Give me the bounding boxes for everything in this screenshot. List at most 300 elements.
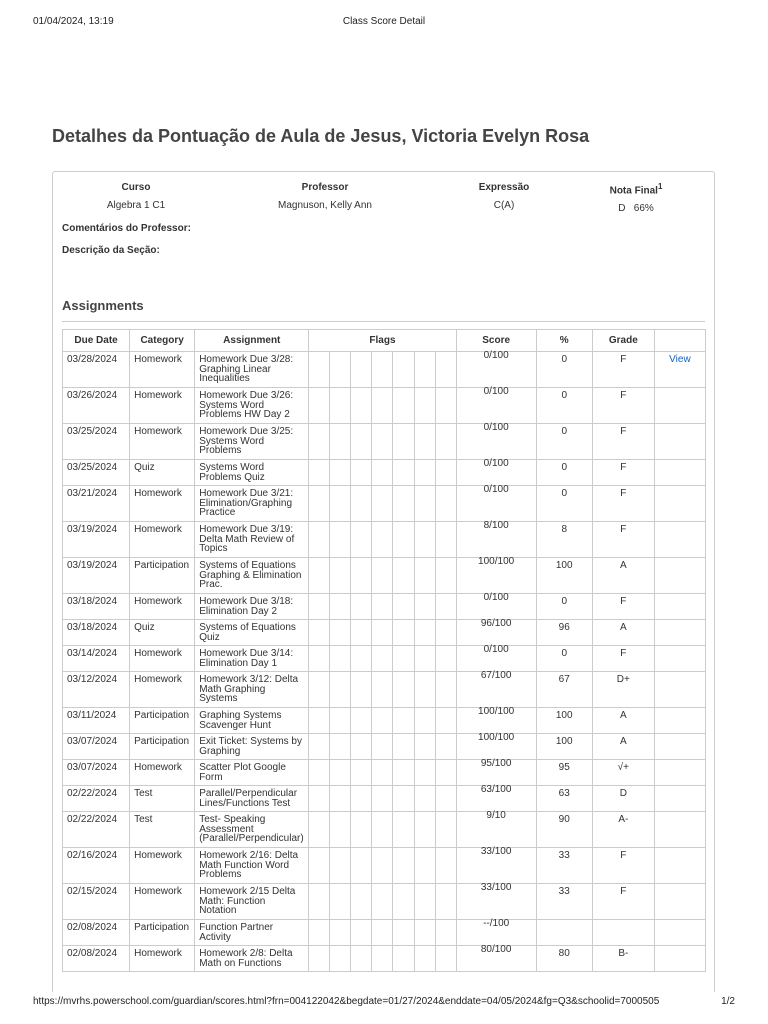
actions-cell [654,522,705,558]
flag-cell [309,884,330,920]
score-value: 33/100 [480,846,512,857]
flag-cell [351,522,372,558]
category-cell: Test [130,786,195,812]
due-date-cell: 02/22/2024 [63,786,130,812]
flag-cell [372,424,393,460]
flag-cell [372,352,393,388]
flag-cell [414,646,435,672]
col-percent[interactable]: % [536,330,592,352]
percent-cell: 0 [536,646,592,672]
final-grade-letter: D [618,203,626,215]
flag-cell [351,424,372,460]
flag-cell [372,920,393,946]
flag-cell [330,486,351,522]
flag-cell [414,946,435,972]
section-divider [62,321,705,322]
score-cell [456,460,536,486]
score-cell [456,558,536,594]
flag-cell [393,946,414,972]
page-number: 1/2 [721,996,735,1007]
actions-cell [654,920,705,946]
actions-cell [654,594,705,620]
flag-cell [330,812,351,848]
actions-cell [654,388,705,424]
score-cell [456,848,536,884]
expression-value: C(A) [493,200,515,211]
flag-cell [309,352,330,388]
professor-label: Professor [301,182,349,193]
flag-cell [351,812,372,848]
due-date-cell: 02/08/2024 [63,920,130,946]
score-value: 8/100 [483,520,509,531]
flag-cell [309,486,330,522]
flag-cell [330,388,351,424]
flag-cell [330,946,351,972]
score-value: 80/100 [480,944,512,955]
flag-cell [330,786,351,812]
flag-cell [309,388,330,424]
grade-cell: A- [592,812,654,848]
flag-cell [414,620,435,646]
flag-cell [414,672,435,708]
assignment-name-cell: Exit Ticket: Systems by Graphing [195,734,309,760]
flag-cell [372,558,393,594]
category-cell: Homework [130,424,195,460]
flag-cell [309,646,330,672]
flag-cell [414,594,435,620]
assignment-name-cell: Scatter Plot Google Form [195,760,309,786]
due-date-cell: 03/18/2024 [63,594,130,620]
assignment-name-cell: Function Partner Activity [195,920,309,946]
score-value: 33/100 [480,882,512,893]
percent-cell: 33 [536,884,592,920]
col-actions [654,330,705,352]
flag-cell [393,920,414,946]
flag-cell [372,522,393,558]
grade-cell: A [592,620,654,646]
flag-cell [435,786,456,812]
flag-cell [393,812,414,848]
class-score-panel [52,171,715,992]
assignment-name-cell: Homework 2/8: Delta Math on Functions [195,946,309,972]
category-cell: Homework [130,884,195,920]
flag-cell [309,594,330,620]
flag-cell [330,734,351,760]
due-date-cell: 03/19/2024 [63,558,130,594]
grade-cell: F [592,594,654,620]
due-date-cell: 03/14/2024 [63,646,130,672]
flag-cell [414,460,435,486]
category-cell: Homework [130,760,195,786]
assignments-title: Assignments [62,298,144,313]
score-value: 0/100 [483,386,509,397]
due-date-cell: 02/22/2024 [63,812,130,848]
final-grade-percent: 66% [633,203,654,215]
assignment-row [63,388,706,424]
flag-cell [372,620,393,646]
assignment-row [63,812,706,848]
assignment-row [63,884,706,920]
flag-cell [309,786,330,812]
flag-cell [330,620,351,646]
flag-cell [435,460,456,486]
flag-cell [372,786,393,812]
flag-cell [414,424,435,460]
flag-cell [330,920,351,946]
score-value: 100/100 [478,706,515,717]
col-score[interactable]: Score [456,330,536,352]
actions-cell [654,620,705,646]
actions-cell [654,424,705,460]
section-description-label: Descrição da Seção: [62,245,160,256]
flag-cell [309,812,330,848]
flag-cell [351,734,372,760]
assignment-name-cell: Homework Due 3/25: Systems Word Problems [195,424,309,460]
print-document-title: Class Score Detail [342,16,426,27]
flag-cell [351,920,372,946]
due-date-cell: 03/18/2024 [63,620,130,646]
assignment-row [63,760,706,786]
score-cell [456,786,536,812]
due-date-cell: 03/19/2024 [63,522,130,558]
grade-cell: F [592,486,654,522]
assignment-row [63,946,706,972]
assignment-row [63,460,706,486]
score-cell [456,812,536,848]
flag-cell [414,760,435,786]
flag-cell [309,460,330,486]
flag-cell [393,884,414,920]
category-cell: Homework [130,848,195,884]
score-value: --/100 [483,918,510,929]
category-cell: Homework [130,672,195,708]
category-cell: Participation [130,558,195,594]
assignment-name-cell: Graphing Systems Scavenger Hunt [195,708,309,734]
percent-cell: 100 [536,708,592,734]
final-grade-footnote: 1 [657,182,663,191]
assignment-name-cell: Homework Due 3/26: Systems Word Problems HW Day 2 [195,388,309,424]
percent-cell: 0 [536,388,592,424]
flag-cell [330,352,351,388]
flag-cell [414,522,435,558]
course-column [62,182,210,211]
flag-cell [351,848,372,884]
final-grade-column [585,182,687,214]
flag-cell [435,734,456,760]
final-grade-label-text: Nota Final [609,185,658,197]
flag-cell [309,708,330,734]
flag-cell [330,708,351,734]
actions-cell [654,786,705,812]
flag-cell [351,946,372,972]
score-value: 0/100 [483,644,509,655]
assignment-name-cell: Homework Due 3/21: Elimination/Graphing Practice [195,486,309,522]
print-header [0,16,768,30]
assignments-body [63,352,706,972]
score-cell [456,486,536,522]
score-value: 9/10 [486,810,506,821]
assignment-name-cell: Parallel/Perpendicular Lines/Functions Test [195,786,309,812]
score-cell [456,522,536,558]
category-cell: Homework [130,946,195,972]
category-cell: Homework [130,388,195,424]
flag-cell [330,646,351,672]
flag-cell [309,848,330,884]
actions-cell [654,352,705,388]
flag-cell [330,672,351,708]
percent-cell: 0 [536,352,592,388]
flag-cell [435,812,456,848]
grade-cell: F [592,424,654,460]
score-value: 100/100 [478,732,515,743]
assignment-name-cell: Systems of Equations Graphing & Elimination Prac. [195,558,309,594]
page-url: https://mvrhs.powerschool.com/guardian/scores.html?frn=004122042&begdate=01/27/2024&enddate=04/05/2024&fg=Q3&schoolid=7000505 [33,996,660,1007]
actions-cell [654,646,705,672]
grade-cell: F [592,460,654,486]
flag-cell [330,522,351,558]
assignment-row [63,352,706,388]
assignment-row [63,848,706,884]
flag-cell [351,786,372,812]
due-date-cell: 02/16/2024 [63,848,130,884]
score-cell [456,884,536,920]
flag-cell [393,486,414,522]
course-value: Algebra 1 C1 [106,200,166,211]
final-grade-label [585,182,687,196]
assignments-table [62,329,706,972]
assignment-name-cell: Systems of Equations Quiz [195,620,309,646]
grade-cell: D+ [592,672,654,708]
flag-cell [435,760,456,786]
flag-cell [309,672,330,708]
actions-cell [654,884,705,920]
actions-cell [654,760,705,786]
score-value: 0/100 [483,422,509,433]
flag-cell [435,594,456,620]
col-due-date[interactable]: Due Date [63,330,130,352]
col-assignment[interactable]: Assignment [195,330,309,352]
page-title: Detalhes da Pontuação de Aula de Jesus, Victoria Evelyn Rosa [52,126,590,146]
flag-cell [435,920,456,946]
assignment-name-cell: Test- Speaking Assessment (Parallel/Perpendicular) [195,812,309,848]
percent-cell: 0 [536,460,592,486]
score-cell [456,946,536,972]
grade-cell: F [592,522,654,558]
score-value: 96/100 [480,618,512,629]
flag-cell [372,460,393,486]
flag-cell [414,486,435,522]
actions-cell [654,486,705,522]
flag-cell [372,672,393,708]
percent-cell: 100 [536,558,592,594]
flag-cell [372,708,393,734]
flag-cell [372,388,393,424]
percent-cell: 100 [536,734,592,760]
category-cell: Participation [130,920,195,946]
grade-cell: F [592,646,654,672]
assignment-row [63,620,706,646]
flag-cell [330,460,351,486]
flag-cell [393,672,414,708]
flag-cell [372,594,393,620]
flag-cell [414,786,435,812]
flag-cell [435,388,456,424]
score-value: 95/100 [480,758,512,769]
percent-cell: 95 [536,760,592,786]
due-date-cell: 02/15/2024 [63,884,130,920]
flag-cell [414,812,435,848]
percent-cell: 8 [536,522,592,558]
category-cell: Participation [130,708,195,734]
score-value: 67/100 [480,670,512,681]
category-cell: Homework [130,352,195,388]
assignment-name-cell: Homework Due 3/28: Graphing Linear Inequalities [195,352,309,388]
flag-cell [393,708,414,734]
flag-cell [414,708,435,734]
flag-cell [393,424,414,460]
flag-cell [372,884,393,920]
score-cell [456,594,536,620]
percent-cell: 90 [536,812,592,848]
flag-cell [435,884,456,920]
percent-cell: 0 [536,424,592,460]
category-cell: Participation [130,734,195,760]
score-cell [456,760,536,786]
category-cell: Homework [130,486,195,522]
score-cell [456,672,536,708]
flag-cell [393,646,414,672]
flag-cell [330,884,351,920]
percent-cell: 0 [536,594,592,620]
percent-cell: 96 [536,620,592,646]
flag-cell [414,920,435,946]
assignment-name-cell: Homework 2/15 Delta Math: Function Notation [195,884,309,920]
score-cell [456,424,536,460]
flag-cell [435,946,456,972]
score-value: 0/100 [483,350,509,361]
category-cell: Quiz [130,620,195,646]
flag-cell [351,486,372,522]
flag-cell [351,558,372,594]
assignment-row [63,734,706,760]
view-link[interactable]: View [669,354,691,365]
flag-cell [351,594,372,620]
flag-cell [309,946,330,972]
score-value: 0/100 [483,592,509,603]
flag-cell [309,734,330,760]
final-grade-value [585,203,687,214]
professor-column [233,182,417,211]
flag-cell [351,760,372,786]
score-value: 100/100 [478,556,515,567]
flag-cell [414,558,435,594]
flag-cell [393,558,414,594]
percent-cell: 67 [536,672,592,708]
flag-cell [372,946,393,972]
professor-value: Magnuson, Kelly Ann [278,200,372,211]
percent-cell: 33 [536,848,592,884]
grade-cell: A [592,558,654,594]
category-cell: Homework [130,522,195,558]
flag-cell [435,522,456,558]
flag-cell [351,646,372,672]
flag-cell [435,424,456,460]
actions-cell [654,460,705,486]
percent-cell: 80 [536,946,592,972]
assignment-name-cell: Homework 2/16: Delta Math Function Word Problems [195,848,309,884]
grade-cell: √+ [592,760,654,786]
grade-cell: F [592,388,654,424]
flag-cell [393,388,414,424]
grade-cell: F [592,352,654,388]
actions-cell [654,812,705,848]
assignment-name-cell: Systems Word Problems Quiz [195,460,309,486]
flag-cell [393,620,414,646]
flag-cell [435,558,456,594]
score-cell [456,734,536,760]
flag-cell [435,672,456,708]
due-date-cell: 03/12/2024 [63,672,130,708]
due-date-cell: 03/07/2024 [63,734,130,760]
flag-cell [372,812,393,848]
flag-cell [309,522,330,558]
course-label: Curso [121,182,151,193]
flag-cell [351,884,372,920]
assignment-row [63,594,706,620]
flag-cell [372,646,393,672]
due-date-cell: 03/07/2024 [63,760,130,786]
due-date-cell: 02/08/2024 [63,946,130,972]
actions-cell [654,558,705,594]
flag-cell [309,760,330,786]
flag-cell [414,848,435,884]
assignment-row [63,920,706,946]
col-grade[interactable]: Grade [592,330,654,352]
col-category[interactable]: Category [130,330,195,352]
grade-cell: F [592,848,654,884]
flag-cell [372,486,393,522]
flag-cell [414,388,435,424]
actions-cell [654,848,705,884]
flag-cell [393,460,414,486]
assignment-row [63,708,706,734]
expression-column [453,182,555,211]
score-value: 0/100 [483,458,509,469]
flag-cell [372,848,393,884]
actions-cell [654,946,705,972]
flag-cell [393,734,414,760]
flag-cell [330,558,351,594]
flag-cell [309,920,330,946]
score-cell [456,388,536,424]
flag-cell [435,646,456,672]
score-cell [456,920,536,946]
assignment-row [63,522,706,558]
category-cell: Quiz [130,460,195,486]
flag-cell [351,672,372,708]
due-date-cell: 03/21/2024 [63,486,130,522]
due-date-cell: 03/11/2024 [63,708,130,734]
category-cell: Homework [130,594,195,620]
assignments-header-row [63,330,706,352]
flag-cell [393,848,414,884]
flag-cell [393,352,414,388]
flag-cell [393,522,414,558]
expression-label: Expressão [478,182,530,193]
flag-cell [435,708,456,734]
flag-cell [351,460,372,486]
flag-cell [351,352,372,388]
